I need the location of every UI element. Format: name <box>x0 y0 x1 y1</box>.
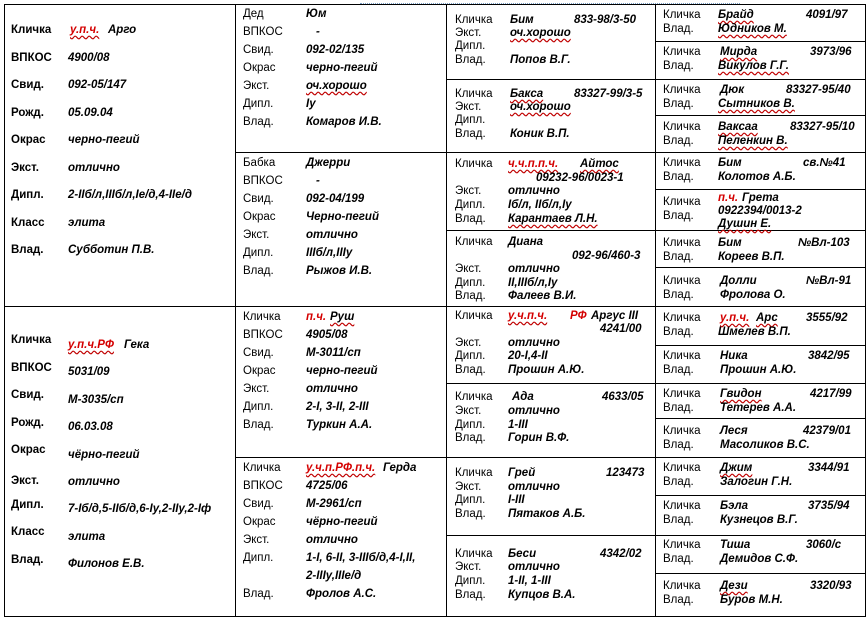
ggp-ext: оч.хорошо <box>510 101 571 113</box>
gp-svid: 092-02/135 <box>306 44 365 56</box>
label-vpkos: ВПКОС <box>243 480 283 492</box>
ggp-owner: Коник В.П. <box>510 128 570 140</box>
gp-name: Герда <box>383 462 417 474</box>
label-name: Кличка <box>11 334 52 346</box>
g4-owner: Юдников М. <box>718 23 787 35</box>
gp-dipl: Iу <box>306 98 316 110</box>
ggp-ext: отлично <box>508 561 560 573</box>
ggp-ext: отлично <box>508 185 560 197</box>
ggp-dipl: II,IIIб/л,Iу <box>508 277 558 289</box>
g4-name: Бэла <box>720 500 749 512</box>
label-color: Окрас <box>11 134 46 146</box>
label-dipl: Дипл. <box>11 499 44 511</box>
label-color: Окрас <box>243 211 276 223</box>
label-dipl: Дипл. <box>455 40 486 52</box>
label-owner: Влад. <box>663 98 694 110</box>
gp-vpkos: - <box>316 26 320 38</box>
dog-owner: Субботин П.В. <box>68 244 155 256</box>
label-owner: Влад. <box>663 402 694 414</box>
label-owner: Влад. <box>11 244 44 256</box>
g4-reg: 4217/99 <box>810 388 852 400</box>
label-birth: Рожд. <box>11 107 44 119</box>
label-dipl: Дипл. <box>243 401 274 413</box>
label-owner: Влад. <box>663 326 694 338</box>
gp-name: Юм <box>306 8 327 20</box>
label-svid: Свид. <box>11 389 44 401</box>
dam-vpkos: 5031/09 <box>68 366 110 378</box>
dog-svid: 092-05/147 <box>68 79 127 91</box>
gp-ext: отлично <box>306 383 358 395</box>
g4-owner: Сытников В. <box>718 98 795 110</box>
label-name: Кличка <box>455 158 493 170</box>
label-name: Кличка <box>455 391 493 403</box>
ggp-name: Беси <box>508 548 537 560</box>
g4-reg: 3344/91 <box>808 462 850 474</box>
label-name: Кличка <box>663 425 701 437</box>
gp-title: у.ч.п.РФ.п.ч. <box>306 462 376 474</box>
label-name: Кличка <box>663 237 701 249</box>
ggp-reg: 092-96/460-3 <box>572 250 641 262</box>
label-owner: Влад. <box>663 439 694 451</box>
label-owner: Влад. <box>455 508 486 520</box>
label-vpkos: ВПКОС <box>243 175 283 187</box>
label-owner: Влад. <box>455 213 486 225</box>
gp-vpkos: 4905/08 <box>306 329 348 341</box>
label-class: Класс <box>11 526 45 538</box>
label-owner: Влад. <box>455 128 486 140</box>
label-owner: Влад. <box>455 364 486 376</box>
g4-name: Бим <box>718 157 742 169</box>
label-ext: Экст. <box>455 27 482 39</box>
gp-color: черно-пегий <box>306 62 378 74</box>
g4-owner: Тетерев А.А. <box>720 402 797 414</box>
gp-vpkos: - <box>316 175 320 187</box>
g4-owner: Викулов Г.Г. <box>718 60 789 72</box>
g4-owner: Демидов С.Ф. <box>720 553 799 565</box>
g4-reg: 3320/93 <box>810 580 852 592</box>
label-dipl: Дипл. <box>243 552 274 564</box>
label-ext: Экст. <box>455 185 482 197</box>
label-vpkos: ВПКОС <box>11 362 52 374</box>
dam-class: элита <box>68 531 106 543</box>
label-owner: Влад. <box>663 289 694 301</box>
g4-name: Гвидон <box>720 388 762 400</box>
label-vpkos: ВПКОС <box>243 329 283 341</box>
g4-reg: 3060/с <box>806 539 842 551</box>
dog-ext: отлично <box>68 162 120 174</box>
ggp-reg: 4342/02 <box>600 548 642 560</box>
ggp-reg: 4633/05 <box>602 391 644 403</box>
ggp-ext: отлично <box>508 481 560 493</box>
gp-name: Руш <box>330 311 355 323</box>
ggp-owner: Прошин А.Ю. <box>508 364 585 376</box>
gp-owner: Фролов А.С. <box>306 588 377 600</box>
label-svid: Свид. <box>243 347 274 359</box>
g4-owner: Кузнецов В.Г. <box>720 514 798 526</box>
label-name: Кличка <box>663 539 701 551</box>
label-name: Кличка <box>663 46 701 58</box>
g4-owner: Залогин Г.Н. <box>720 476 793 488</box>
g4-owner: Кореев В.П. <box>718 251 785 263</box>
label-ext: Экст. <box>11 475 39 487</box>
ggp-name: Айтос <box>580 158 619 170</box>
label-svid: Свид. <box>243 44 274 56</box>
ggp-name: Грей <box>508 467 536 479</box>
g4-owner: Масоликов В.С. <box>720 439 810 451</box>
label-name: Кличка <box>663 350 701 362</box>
label-owner: Влад. <box>663 60 694 72</box>
label-owner: Влад. <box>11 554 44 566</box>
g4-name: Мирда <box>720 46 758 58</box>
label-owner: Влад. <box>243 265 274 277</box>
label-dipl: Дипл. <box>455 575 486 587</box>
gp-svid: М-2961/сп <box>306 498 362 510</box>
ggp-title: ч.ч.п.п.ч. <box>508 158 559 170</box>
label-owner: Влад. <box>455 54 486 66</box>
ggp-title-rf: РФ <box>570 310 587 322</box>
label-owner: Влад. <box>663 171 694 183</box>
label-name: Кличка <box>663 196 701 208</box>
label-name: Кличка <box>663 388 701 400</box>
label-name: Кличка <box>663 312 701 324</box>
label-dipl: Дипл. <box>455 199 486 211</box>
ggp-dipl: Iб/л, IIб/л,Iу <box>508 199 572 211</box>
label-name: Кличка <box>663 9 701 21</box>
label-name: Кличка <box>663 580 701 592</box>
label-color: Окрас <box>243 516 276 528</box>
gp-dipl-cont: 2-IIIу,IIIе/д <box>306 570 362 582</box>
dog-dipl: 2-IIб/л,IIIб/л,Iе/д,4-IIе/д <box>68 189 192 201</box>
g4-name: Леся <box>720 425 748 437</box>
g4-title: п.ч. <box>718 192 739 204</box>
label-owner: Влад. <box>455 432 486 444</box>
label-color: Окрас <box>243 365 276 377</box>
g4-name: Бим <box>718 237 742 249</box>
label-dipl: Дипл. <box>11 189 44 201</box>
ggp-owner: Купцов В.А. <box>508 589 576 601</box>
g4-reg: св.№41 <box>803 157 846 169</box>
gp-owner: Комаров И.В. <box>306 116 382 128</box>
label-owner: Влад. <box>455 589 486 601</box>
label-vpkos: ВПКОС <box>243 26 283 38</box>
gp-dipl: 1-I, 6-II, 3-IIIб/д,4-I,II, <box>306 552 416 564</box>
gp-svid: М-3011/сп <box>306 347 361 359</box>
g4-owner: Пеленкин В. <box>718 135 788 147</box>
gp-title: п.ч. <box>306 311 327 323</box>
g4-reg: 3842/95 <box>808 350 850 362</box>
label-name: Кличка <box>663 500 701 512</box>
label-name: Кличка <box>243 462 281 474</box>
label-dipl: Дипл. <box>455 277 486 289</box>
label-owner: Влад. <box>243 419 274 431</box>
g4-reg: №Вл-103 <box>798 237 850 249</box>
g4-name: Ваксаа <box>718 121 758 133</box>
ggp-name: Бакса <box>510 88 544 100</box>
ggp-reg: 83327-99/3-5 <box>574 88 643 100</box>
ggp-reg: 123473 <box>606 467 645 479</box>
label-name: Кличка <box>11 24 52 36</box>
gp-color: чёрно-пегий <box>306 516 378 528</box>
label-ext: Экст. <box>455 337 482 349</box>
g4-name: Джим <box>720 462 753 474</box>
label-name: Кличка <box>455 548 493 560</box>
label-name: Кличка <box>243 311 281 323</box>
label-dipl: Дипл. <box>455 494 486 506</box>
label-color: Окрас <box>243 62 276 74</box>
label-name: Дед <box>243 8 264 20</box>
g4-reg: 3735/94 <box>808 500 850 512</box>
dog-vpkos: 4900/08 <box>68 52 110 64</box>
ggp-ext: оч.хорошо <box>510 27 571 39</box>
label-name: Кличка <box>663 462 701 474</box>
label-svid: Свид. <box>243 498 274 510</box>
label-name: Бабка <box>243 157 276 169</box>
ggp-owner: Попов В.Г. <box>510 54 571 66</box>
gp-color: Черно-пегий <box>306 211 379 223</box>
gp-ext: оч.хорошо <box>306 80 367 92</box>
gp-dipl: 2-I, 3-II, 2-III <box>306 401 369 413</box>
dam-color: чёрно-пегий <box>68 449 140 461</box>
gp-name: Джерри <box>306 157 351 169</box>
g4-owner: Прошин А.Ю. <box>720 364 797 376</box>
ggp-name: Диана <box>508 236 544 248</box>
label-owner: Влад. <box>663 210 694 222</box>
gp-color: черно-пегий <box>306 365 378 377</box>
ggp-title: у.ч.п.ч. <box>508 310 548 322</box>
ggp-owner: Пятаков А.Б. <box>508 508 586 520</box>
label-color: Окрас <box>11 444 46 456</box>
g4-reg: 42379/01 <box>803 425 851 437</box>
g4-reg: 83327-95/40 <box>786 84 851 96</box>
label-owner: Влад. <box>663 476 694 488</box>
label-name: Кличка <box>663 84 701 96</box>
g4-reg: 3555/92 <box>806 312 848 324</box>
label-ext: Экст. <box>11 162 39 174</box>
ggp-ext: отлично <box>508 337 560 349</box>
gp-ext: отлично <box>306 534 358 546</box>
label-name: Кличка <box>663 157 701 169</box>
dam-birth: 06.03.08 <box>68 421 113 433</box>
label-svid: Свид. <box>11 79 44 91</box>
gp-owner: Туркин А.А. <box>306 419 373 431</box>
g4-name: Долли <box>720 275 757 287</box>
ggp-owner: Горин В.Ф. <box>508 432 570 444</box>
label-class: Класс <box>11 217 45 229</box>
g4-reg: 3973/96 <box>810 46 852 58</box>
g4-name: Арс <box>756 312 778 324</box>
ggp-ext: отлично <box>508 405 560 417</box>
g4-owner: Буров М.Н. <box>720 594 783 606</box>
dam-dipl: 7-Iб/д,5-IIб/д,6-Iу,2-IIу,2-Iф <box>68 503 212 515</box>
label-ext: Экст. <box>243 80 270 92</box>
dog-color: черно-пегий <box>68 134 140 146</box>
g4-owner: Шмелев В.П. <box>718 326 791 338</box>
g4-name: Тиша <box>720 539 751 551</box>
label-ext: Экст. <box>455 481 482 493</box>
ggp-reg: 833-98/3-50 <box>574 14 637 26</box>
g4-name: Грета <box>742 192 779 204</box>
g4-reg: 4091/97 <box>806 9 848 21</box>
g4-name: Брайд <box>718 9 754 21</box>
label-owner: Влад. <box>663 135 694 147</box>
label-svid: Свид. <box>243 193 274 205</box>
label-ext: Экст. <box>455 561 482 573</box>
ggp-dipl: 1-III <box>508 419 528 431</box>
g4-name: Дези <box>720 580 748 592</box>
ggp-name: Ада <box>512 391 534 403</box>
label-ext: Экст. <box>455 405 482 417</box>
label-owner: Влад. <box>663 364 694 376</box>
dam-owner: Филонов Е.В. <box>68 558 145 570</box>
label-dipl: Дипл. <box>455 350 486 362</box>
dam-title: у.п.ч.РФ <box>68 339 114 351</box>
g4-title: у.п.ч. <box>720 312 750 324</box>
label-dipl: Дипл. <box>455 114 486 126</box>
g4-owner: Душин Е. <box>718 218 772 230</box>
g4-reg: №Вл-91 <box>806 275 852 287</box>
label-birth: Рожд. <box>11 417 44 429</box>
label-ext: Экст. <box>243 534 270 546</box>
label-name: Кличка <box>455 88 493 100</box>
ggp-name: Бим <box>510 14 534 26</box>
label-owner: Влад. <box>455 290 486 302</box>
label-owner: Влад. <box>243 116 274 128</box>
ggp-ext: отлично <box>508 263 560 275</box>
label-dipl: Дипл. <box>243 98 274 110</box>
label-ext: Экст. <box>243 383 270 395</box>
ggp-reg: 4241/00 <box>600 323 642 335</box>
label-owner: Влад. <box>663 514 694 526</box>
gp-owner: Рыжов И.В. <box>306 265 373 277</box>
dog-name: Арго <box>108 24 137 36</box>
label-owner: Влад. <box>663 251 694 263</box>
gp-dipl: IIIб/л,IIIу <box>306 247 353 259</box>
ggp-reg: 09232-96/0023-1 <box>536 172 624 184</box>
g4-name: Дюк <box>720 84 745 96</box>
label-ext: Экст. <box>455 263 482 275</box>
label-name: Кличка <box>663 121 701 133</box>
label-name: Кличка <box>455 14 493 26</box>
dog-class: элита <box>68 217 106 229</box>
gp-ext: отлично <box>306 229 358 241</box>
label-ext: Экст. <box>455 101 482 113</box>
label-dipl: Дипл. <box>455 419 486 431</box>
g4-reg: 83327-95/10 <box>790 121 855 133</box>
gp-svid: 092-04/199 <box>306 193 365 205</box>
g4-name: Ника <box>720 350 748 362</box>
ggp-owner: Карантаев Л.Н. <box>508 213 598 225</box>
label-dipl: Дипл. <box>243 247 274 259</box>
label-owner: Влад. <box>663 594 694 606</box>
label-owner: Влад. <box>663 553 694 565</box>
dam-name: Гека <box>124 339 150 351</box>
gp-vpkos: 4725/06 <box>306 480 348 492</box>
ggp-name: Аргус III <box>591 310 639 322</box>
g4-owner: Фролова О. <box>720 289 786 301</box>
dam-svid: М-3035/сп <box>68 394 124 406</box>
ggp-dipl: 20-I,4-II <box>508 350 548 362</box>
dog-title: у.п.ч. <box>70 24 100 36</box>
ggp-dipl: I-III <box>508 494 525 506</box>
label-name: Кличка <box>455 236 493 248</box>
dog-birth: 05.09.04 <box>68 107 113 119</box>
dam-ext: отлично <box>68 476 120 488</box>
label-owner: Влад. <box>663 23 694 35</box>
label-name: Кличка <box>455 467 493 479</box>
label-name: Кличка <box>455 310 493 322</box>
label-vpkos: ВПКОС <box>11 52 52 64</box>
g4-owner: Колотов А.Б. <box>718 171 796 183</box>
label-ext: Экст. <box>243 229 270 241</box>
ggp-dipl: 1-II, 1-III <box>508 575 551 587</box>
g4-reg: 0922394/0013-2 <box>718 205 802 217</box>
label-owner: Влад. <box>243 588 274 600</box>
label-name: Кличка <box>663 275 701 287</box>
ggp-owner: Фалеев В.И. <box>508 290 577 302</box>
